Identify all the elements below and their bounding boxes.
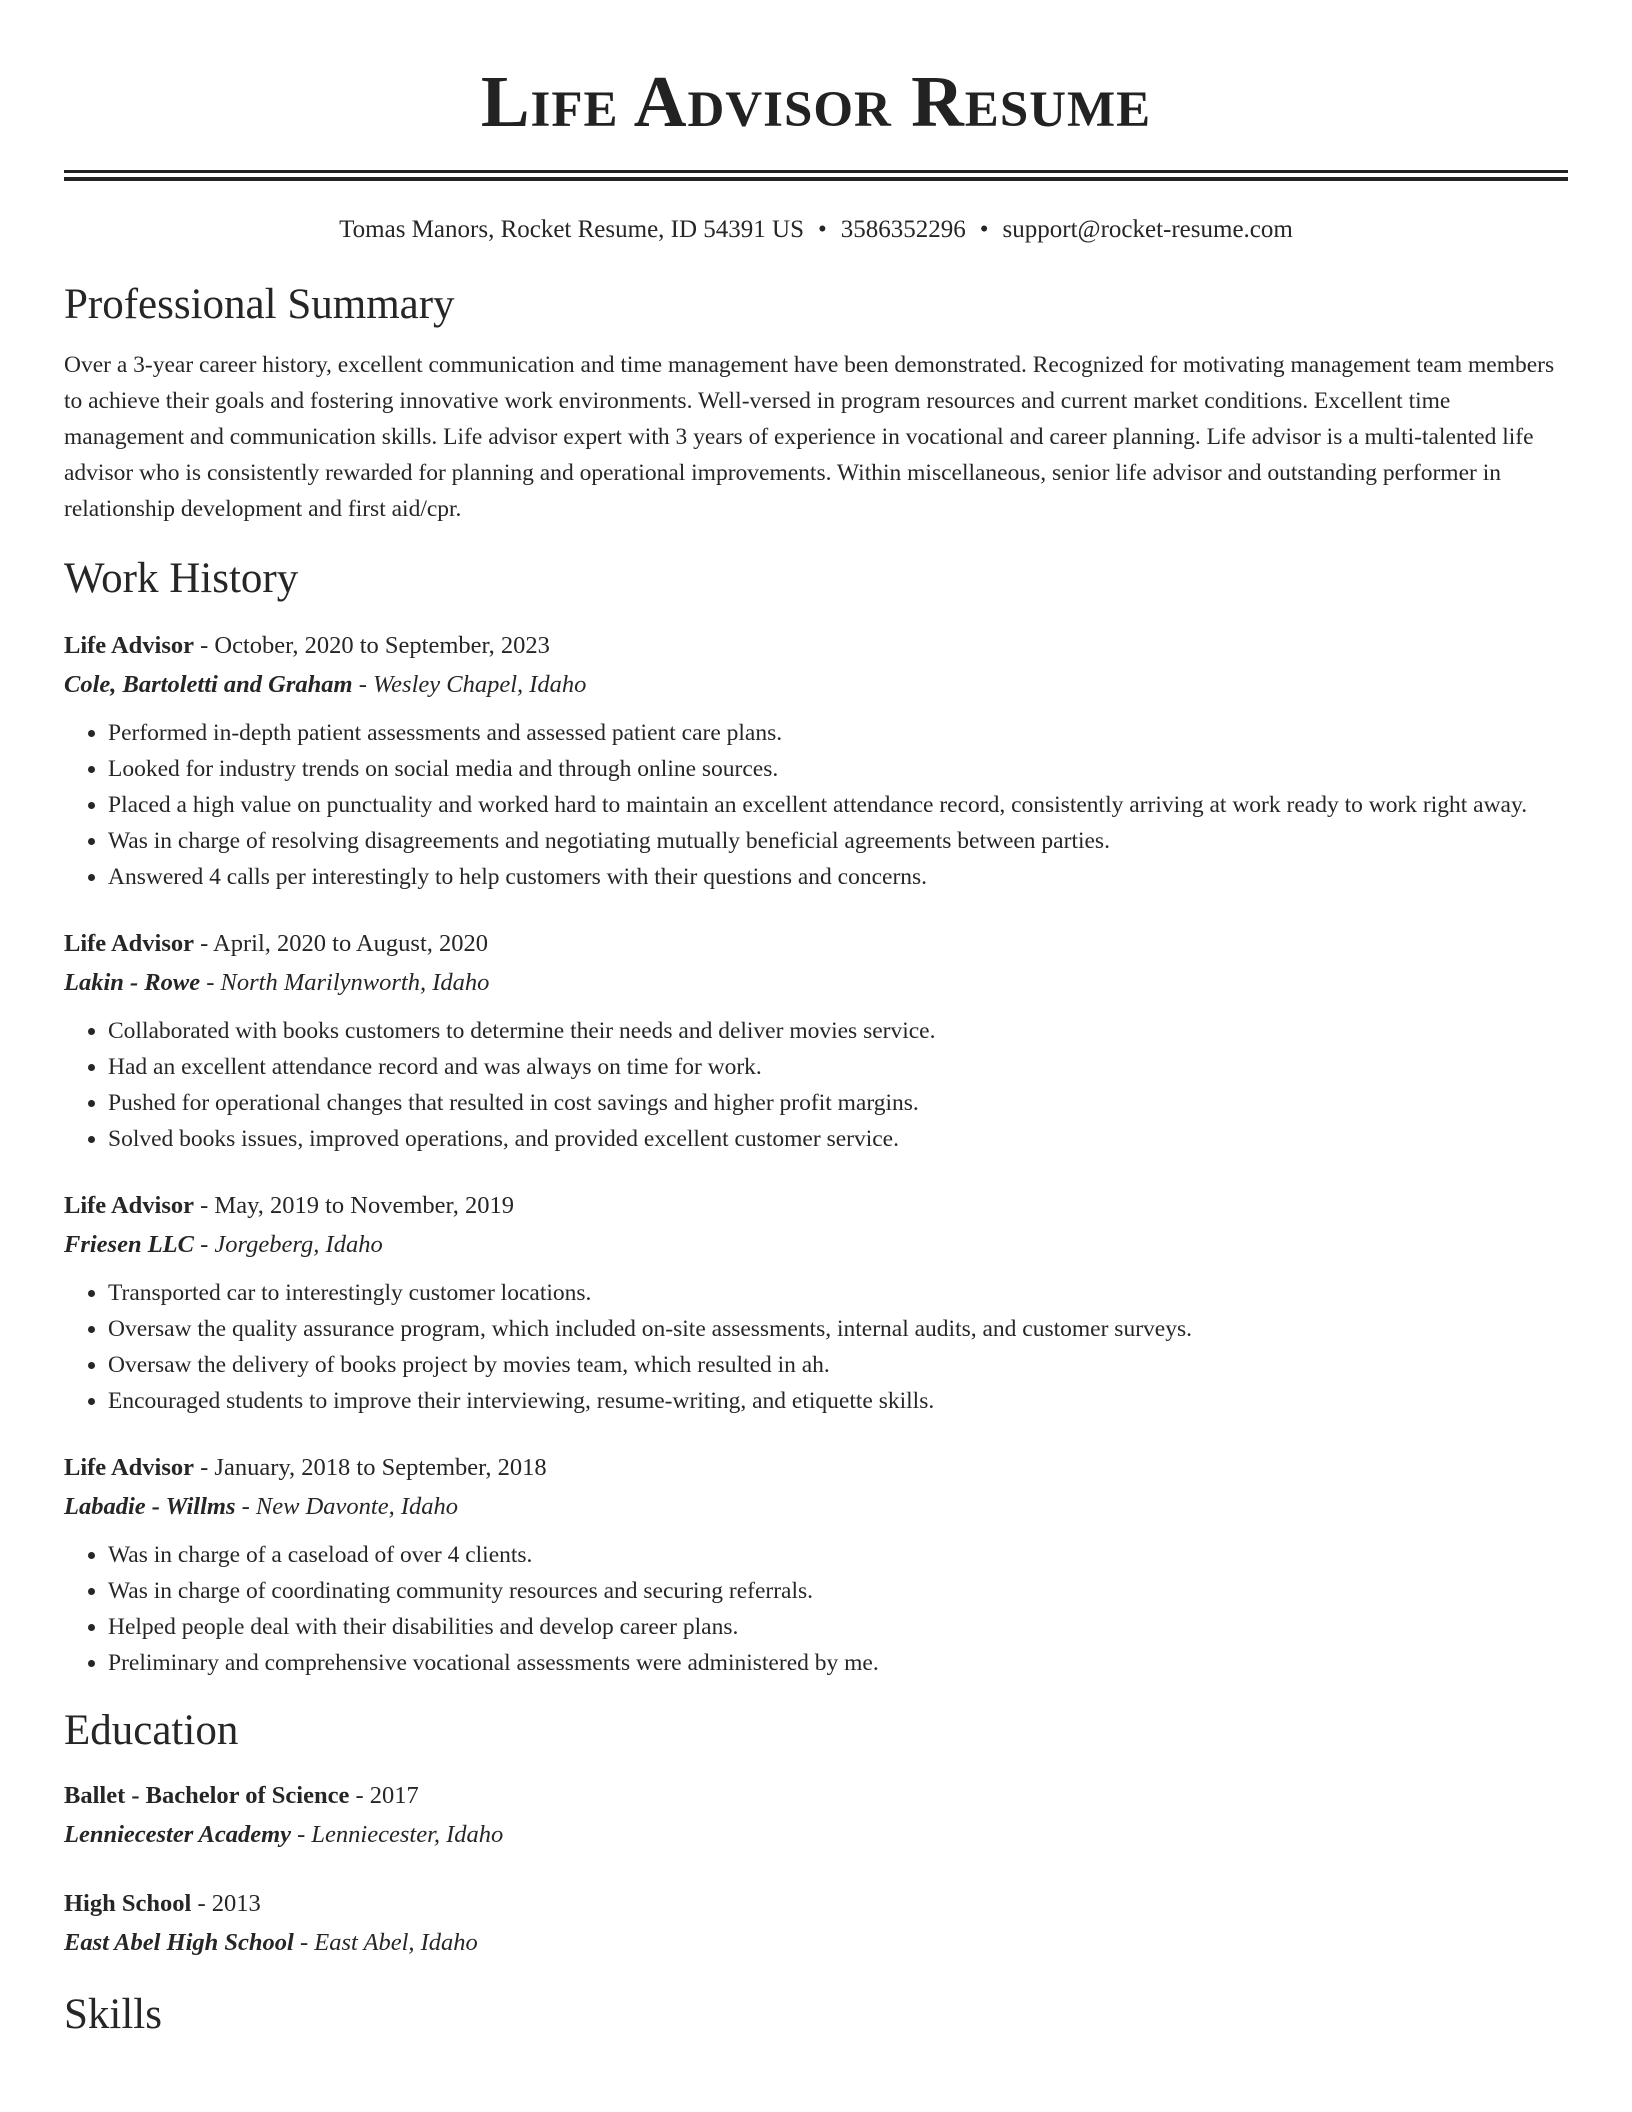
job-bullets xyxy=(64,1013,1568,1157)
school-location: - East Abel, Idaho xyxy=(293,1929,478,1956)
company-line xyxy=(64,1487,1568,1527)
job-entry xyxy=(64,627,1568,895)
degree-name: Ballet - Bachelor of Science xyxy=(64,1782,350,1809)
job-dates: - May, 2019 to November, 2019 xyxy=(194,1192,514,1219)
job-title-line xyxy=(64,1187,1568,1225)
contact-address: Tomas Manors, Rocket Resume, ID 54391 US xyxy=(339,216,805,243)
company-location: - North Marilynworth, Idaho xyxy=(200,969,490,996)
school-location: - Lenniecester, Idaho xyxy=(291,1821,504,1848)
job-dates: - January, 2018 to September, 2018 xyxy=(194,1454,547,1481)
company-location: - Wesley Chapel, Idaho xyxy=(352,671,587,698)
job-dates: - April, 2020 to August, 2020 xyxy=(194,930,489,957)
contact-line xyxy=(64,213,1568,247)
job-bullet: • Collaborated with books customers to determine their needs and deliver movies service. xyxy=(108,1013,1568,1049)
job-bullet: • Answered 4 calls per interestingly to help customers with their questions and concerns. xyxy=(108,859,1568,895)
job-bullet: • Solved books issues, improved operations, and provided excellent customer service. xyxy=(108,1121,1568,1157)
job-title: Life Advisor xyxy=(64,1192,194,1219)
education-heading: Education xyxy=(64,1707,239,1754)
job-bullet: • Was in charge of a caseload of over 4 clients. xyxy=(108,1537,1568,1573)
company-location: - Jorgeberg, Idaho xyxy=(194,1231,383,1258)
summary-text: Over a 3-year career history, excellent communication and time management have been demonstrated. Recognized for motivating management team members to achieve their goals and fostering innovative work environments. Well-versed in program resources and current market conditions. Excellent time management and communication skills. Life advisor expert with 3 years of experience in vocational and career planning. Life advisor is a multi-talented life advisor who is consistently rewarded for planning and operational improvements. Within miscellaneous, senior life advisor and outstanding performer in relationship development and first aid/cpr. xyxy=(64,352,1555,522)
company-line xyxy=(64,963,1568,1003)
job-bullet: • Looked for industry trends on social media and through online sources. xyxy=(108,751,1568,787)
contact-separator: • xyxy=(979,216,989,243)
job-bullet: • Pushed for operational changes that resulted in cost savings and higher profit margins. xyxy=(108,1085,1568,1121)
company-name: Friesen LLC xyxy=(64,1231,194,1258)
job-bullet: • Had an excellent attendance record and was always on time for work. xyxy=(108,1049,1568,1085)
school-name: East Abel High School xyxy=(64,1929,294,1956)
degree-line xyxy=(64,1885,1568,1923)
degree-name: High School xyxy=(64,1890,192,1917)
school-name: Lenniecester Academy xyxy=(64,1821,292,1848)
contact-separator: • xyxy=(818,216,827,243)
job-bullet: • Oversaw the quality assurance program, which included on-site assessments, internal audits, and customer surveys. xyxy=(108,1311,1568,1347)
job-bullets xyxy=(64,1275,1568,1419)
job-bullet: • Helped people deal with their disabilities and develop career plans. xyxy=(108,1609,1568,1645)
job-dates: - October, 2020 to September, 2023 xyxy=(194,632,550,659)
job-title-line xyxy=(64,627,1568,665)
job-title-line xyxy=(64,925,1568,963)
job-bullet: • Oversaw the delivery of books project by movies team, which resulted in ah. xyxy=(108,1347,1568,1383)
job-bullet: • Was in charge of coordinating community resources and securing referrals. xyxy=(108,1573,1568,1609)
summary-heading: Professional Summary xyxy=(64,281,455,328)
company-location: - New Davonte, Idaho xyxy=(235,1493,458,1520)
school-line xyxy=(64,1923,1568,1963)
job-title: Life Advisor xyxy=(64,632,194,659)
job-title: Life Advisor xyxy=(64,1454,194,1481)
job-bullets xyxy=(64,1537,1568,1681)
education-entry xyxy=(64,1885,1568,1963)
job-bullet: • Preliminary and comprehensive vocational assessments were administered by me. xyxy=(108,1645,1568,1681)
work-history-heading: Work History xyxy=(64,555,299,602)
company-name: Labadie - Willms xyxy=(64,1493,236,1520)
job-title: Life Advisor xyxy=(64,930,194,957)
degree-line xyxy=(64,1777,1568,1815)
contact-phone: 3586352296 xyxy=(840,216,966,243)
title-double-rule xyxy=(64,170,1568,181)
degree-year: - 2013 xyxy=(191,1890,261,1917)
company-name: Lakin - Rowe xyxy=(64,969,201,996)
job-entry xyxy=(64,1449,1568,1681)
education-entry xyxy=(64,1777,1568,1855)
job-bullet: • Placed a high value on punctuality and worked hard to maintain an excellent attendance record, consistently arriving at work ready to work right away. xyxy=(108,787,1568,823)
company-name: Cole, Bartoletti and Graham xyxy=(64,671,353,698)
job-entry xyxy=(64,925,1568,1157)
job-bullet: • Was in charge of resolving disagreements and negotiating mutually beneficial agreements between parties. xyxy=(108,823,1568,859)
company-line xyxy=(64,1225,1568,1265)
resume-title: Life Advisor Resume xyxy=(480,61,1152,142)
job-bullets xyxy=(64,715,1568,895)
school-line xyxy=(64,1815,1568,1855)
degree-year: - 2017 xyxy=(349,1782,419,1809)
job-bullet: • Performed in-depth patient assessments and assessed patient care plans. xyxy=(108,715,1568,751)
job-title-line xyxy=(64,1449,1568,1487)
job-entry xyxy=(64,1187,1568,1419)
contact-email: support@rocket-resume.com xyxy=(1002,216,1293,243)
job-bullet: • Encouraged students to improve their interviewing, resume-writing, and etiquette skills. xyxy=(108,1383,1568,1419)
job-bullet: • Transported car to interestingly customer locations. xyxy=(108,1275,1568,1311)
company-line xyxy=(64,665,1568,705)
skills-heading: Skills xyxy=(64,1991,162,2038)
